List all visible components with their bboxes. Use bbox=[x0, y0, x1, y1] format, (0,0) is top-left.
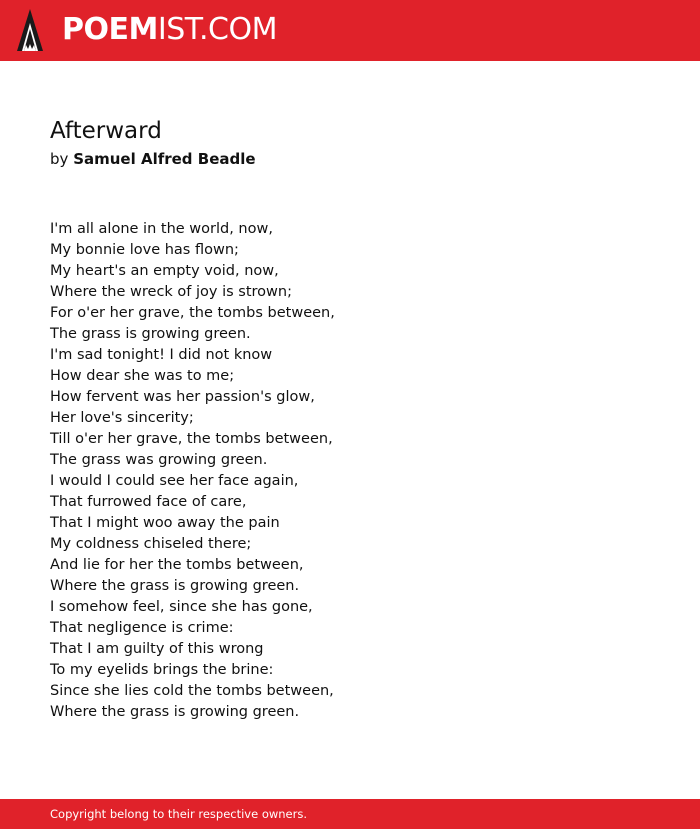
poem-line: For o'er her grave, the tombs between, bbox=[50, 305, 335, 321]
poem-line: The grass is growing green. bbox=[50, 326, 251, 342]
poem-line: My heart's an empty void, now, bbox=[50, 263, 279, 279]
poem-line: I somehow feel, since she has gone, bbox=[50, 599, 313, 615]
poem-body bbox=[50, 219, 335, 723]
poem-line: Till o'er her grave, the tombs between, bbox=[50, 431, 333, 447]
poem-line: And lie for her the tombs between, bbox=[50, 557, 304, 573]
site-header bbox=[0, 0, 700, 61]
poem-line: I would I could see her face again, bbox=[50, 473, 299, 489]
poem-line: How dear she was to me; bbox=[50, 368, 235, 384]
poem-line: The grass was growing green. bbox=[50, 452, 268, 468]
poem-line: Where the grass is growing green. bbox=[50, 578, 300, 594]
poem-byline bbox=[50, 148, 256, 170]
pencil-logo-icon[interactable] bbox=[17, 9, 43, 51]
logo-light-text: IST.COM bbox=[157, 12, 277, 47]
site-footer bbox=[0, 799, 700, 829]
poem-line: That negligence is crime: bbox=[50, 620, 234, 636]
poem-author: Samuel Alfred Beadle bbox=[73, 150, 256, 168]
copyright-text: Copyright belong to their respective owners. bbox=[50, 807, 308, 821]
poem-line: That furrowed face of care, bbox=[50, 494, 247, 510]
poem-line: Her love's sincerity; bbox=[50, 410, 194, 426]
poem-line: My coldness chiseled there; bbox=[50, 536, 252, 552]
poem-line: Where the grass is growing green. bbox=[50, 704, 300, 720]
poem-line: I'm sad tonight! I did not know bbox=[50, 347, 273, 363]
poem-line: Where the wreck of joy is strown; bbox=[50, 284, 292, 300]
poem-line: That I might woo away the pain bbox=[50, 515, 280, 531]
poem-line: Since she lies cold the tombs between, bbox=[50, 683, 334, 699]
site-logo[interactable] bbox=[62, 12, 277, 48]
poem-line: I'm all alone in the world, now, bbox=[50, 221, 273, 237]
poem-line: My bonnie love has flown; bbox=[50, 242, 239, 258]
poem-line: How fervent was her passion's glow, bbox=[50, 389, 315, 405]
logo-bold-text: POEM bbox=[62, 12, 158, 47]
poem-title: Afterward bbox=[50, 118, 162, 144]
poem-line: That I am guilty of this wrong bbox=[50, 641, 264, 657]
poem-line: To my eyelids brings the brine: bbox=[50, 662, 274, 678]
byline-prefix: by bbox=[50, 150, 69, 168]
